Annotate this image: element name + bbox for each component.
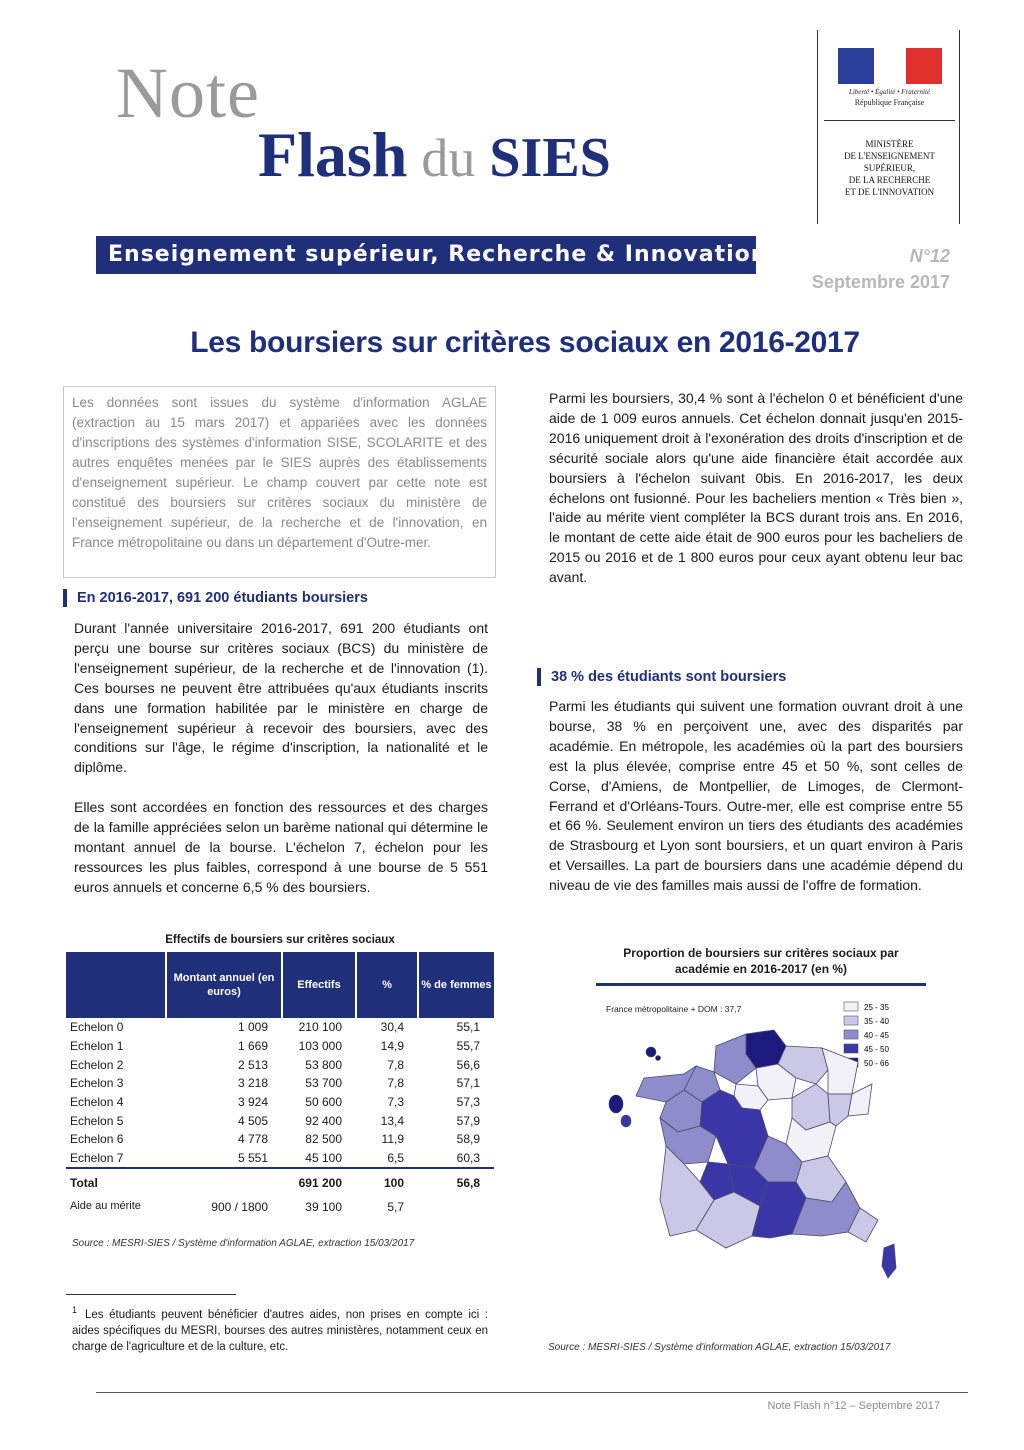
academy-map [596, 983, 926, 1333]
ministry-name: MINISTÈRE DE L'ENSEIGNEMENT SUPÉRIEUR, DE LA RECHERCHE ET DE L'INNOVATION [844, 139, 935, 197]
intro-box: Les données sont issues du système d'information AGLAE (extraction au 15 mars 2017) et appariées avec les données d'inscriptions des systèmes d'information SISE, SCOLARITE et des autres enquêtes menées par le SIES auprès des établissements d'enseignement supérieur. Le champ couvert par cette note est constitué des boursiers sur critères sociaux du ministère de l'enseignement supérieur, de la recherche et de l'innovation, en France métropolitaine ou dans un département d'Outre-mer. [63, 386, 496, 578]
masthead-flash: Flash [258, 119, 408, 190]
table-header: % de femmes [418, 952, 494, 1018]
section1-para1: Durant l'année universitaire 2016-2017, 691 200 étudiants ont perçu une bourse sur critères sociaux (BCS) du ministère de l'enseignement supérieur, de la recherche et de l'innovation (1). Ces bourses ne peuvent être attribuées qu'aux étudiants inscrits dans une formation habilitée par le ministère en charge de l'enseignement supérieur à recevoir des boursiers, avec des conditions sur l'âge, le régime d'inscription, la nationalité et le diplôme. [74, 620, 488, 776]
table-row: Echelon 0 1 009 210 100 30,4 55,1 [70, 1020, 480, 1035]
table-row: Echelon 4 3 924 50 600 7,3 57,3 [70, 1095, 480, 1110]
section2-heading: 38 % des étudiants sont boursiers [537, 668, 786, 686]
legend-swatch [844, 1044, 858, 1053]
section2-para: Parmi les étudiants qui suivent une formation ouvrant droit à une bourse, 38 % en perçoivent une, avec des disparités par académie. En métropole, les académies où la part des boursiers est la plus élevée, comprise entre 45 et 50 %, sont celles de Corse, d'Amiens, de Montpellier, de Limoges, de Clermont-Ferrand et d'Orléans-Tours. Outre-mer, elle est comprise entre 55 et 66 %. Seulement environ un tiers des étudiants des académies de Strasbourg et Lyon sont boursiers, et un quart environ à Paris et Versailles. La part de boursiers dans une académie dépend du niveau de vie des familles mais aussi de l'offre de formation. [549, 698, 963, 894]
legend-label: 45 - 50 [864, 1045, 889, 1054]
table-row: Echelon 3 3 218 53 700 7,8 57,1 [70, 1076, 480, 1091]
table-row: Echelon 1 1 669 103 000 14,9 55,7 [70, 1039, 480, 1054]
ministry-logo [817, 30, 960, 224]
france-map-svg [596, 986, 926, 1333]
scholarship-table [66, 952, 494, 1224]
map-legend [844, 1002, 889, 1068]
masthead-du: du [421, 128, 476, 188]
footnote-text: Les étudiants peuvent bénéficier d'autres aides, non prises en compte ici : aides spécifiques du MESRI, bourses des autres ministères, notamment ceux en charge de l'agriculture et de la culture, etc. [72, 1308, 488, 1353]
legend-swatch [844, 1002, 858, 1011]
masthead-note: Note [116, 53, 260, 133]
table-row: Echelon 2 2 513 53 800 7,8 56,6 [70, 1057, 480, 1072]
table-merit-row: Aide au mérite 900 / 1800 39 100 5,7 [70, 1199, 404, 1214]
table-row: Echelon 7 5 551 45 100 6,5 60,3 [66, 1149, 494, 1168]
table-total-row: Total 691 200 100 56,8 [70, 1175, 480, 1190]
table-header: % [356, 952, 418, 1018]
page-title: Les boursiers sur critères sociaux en 2016-2017 [190, 326, 860, 359]
table-source: Source : MESRI-SIES / Système d'information AGLAE, extraction 15/03/2017 [72, 1238, 415, 1249]
banner: Enseignement supérieur, Recherche & Innovation [96, 236, 756, 274]
section1-heading: En 2016-2017, 691 200 étudiants boursiers [63, 589, 368, 607]
legend-label: 25 - 35 [864, 1003, 889, 1012]
issue-number: N°12 [909, 246, 950, 266]
right-para1: Parmi les boursiers, 30,4 % sont à l'échelon 0 et bénéficient d'une aide de 1 009 euros annuels. Cet échelon donnait jusqu'en 2015-2016 uniquement droit à l'exonération des droits d'inscription et de sécurité sociale alors qu'une aide financière était accordée aux boursiers à l'échelon suivant 0bis. En 2016-2017, les deux échelons ont fusionné. Pour les bacheliers mention « Très bien », l'aide au mérite vient compléter la BCS durant trois ans. En 2016, le montant de cette aide était de 900 euros pour les bacheliers de 2015 ou 2016 et de 1 800 euros pour ceux ayant obtenu leur bac avant. [549, 390, 963, 586]
marianne-flag-icon [838, 48, 942, 84]
table-header [66, 952, 166, 1018]
table-row: Echelon 5 4 505 92 400 13,4 57,9 [70, 1113, 480, 1128]
issue-date: Septembre 2017 [811, 272, 950, 292]
map-annotation: France métropolitaine + DOM : 37,7 [606, 1004, 742, 1014]
masthead-sies: SIES [489, 127, 611, 189]
footer-divider [96, 1392, 968, 1393]
map-source: Source : MESRI-SIES / Système d'information AGLAE, extraction 15/03/2017 [548, 1342, 891, 1353]
france-academies [636, 1030, 896, 1278]
table-header: Effectifs [282, 952, 356, 1018]
table-title: Effectifs de boursiers sur critères sociaux [165, 934, 395, 946]
section1-para2: Elles sont accordées en fonction des ressources et des charges de la famille appréciées selon un barème national qui détermine le montant annuel de la bourse. L'échelon 7, échelon pour les ressources les plus faibles, correspond à une bourse de 5 551 euros annuels et concerne 6,5 % des boursiers. [74, 799, 488, 895]
legend-label: 40 - 45 [864, 1031, 889, 1040]
page-footer: Note Flash n°12 – Septembre 2017 [767, 1400, 940, 1412]
table-row: Echelon 6 4 778 82 500 11,9 58,9 [70, 1132, 480, 1147]
footnote [72, 1302, 488, 1355]
masthead-title [258, 118, 611, 192]
legend-swatch [844, 1016, 858, 1025]
legend-label: 50 - 66 [864, 1059, 889, 1068]
map-title: Proportion de boursiers sur critères sociaux par académie en 2016-2017 (en %) [623, 946, 899, 976]
table-header: Montant annuel (en euros) [166, 952, 282, 1018]
republic-name: République Française [854, 98, 925, 107]
republic-motto: Liberté • Égalité • Fraternité [848, 88, 931, 96]
footnote-mark: 1 [72, 1305, 78, 1315]
footnote-divider [66, 1294, 236, 1295]
legend-label: 35 - 40 [864, 1017, 889, 1026]
legend-swatch [844, 1030, 858, 1039]
